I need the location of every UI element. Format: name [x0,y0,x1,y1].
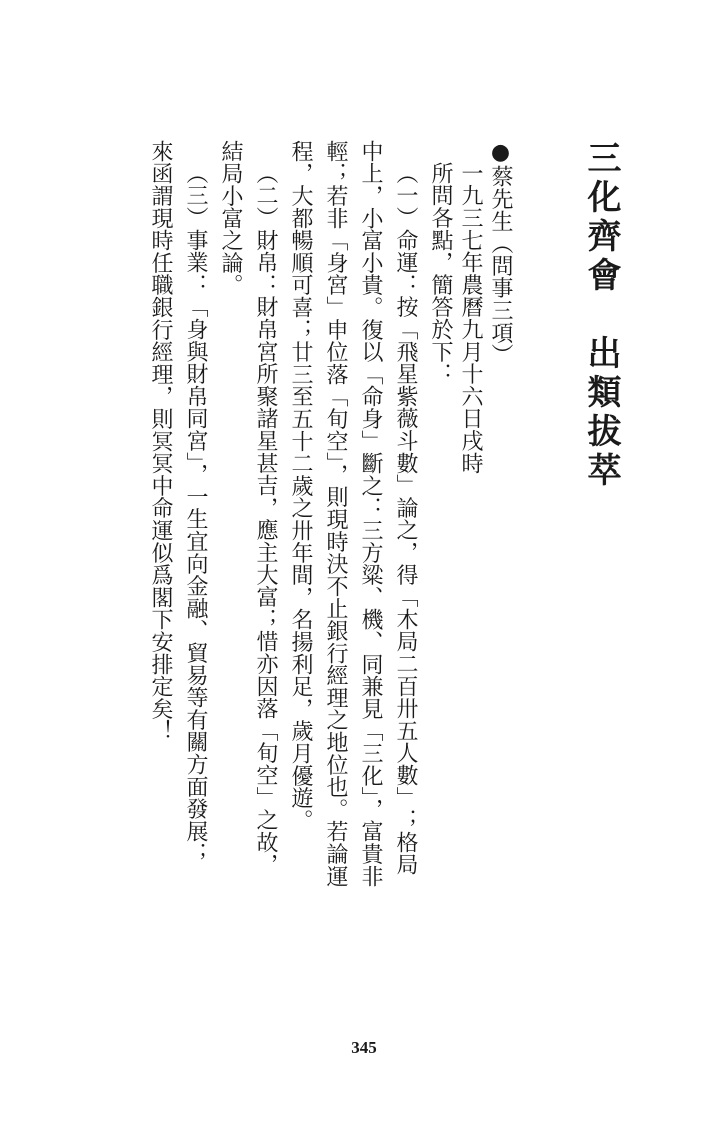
text-line-4: （一）命運：按「飛星紫薇斗數」論之，得「木局二百卅五人數」；格局 [393,162,418,876]
text-line-5: 中上，小富小貴。復以「命身」斷之：三方粱、機、同兼見「三化」，富貴非 [358,140,383,888]
text-line-1: ●蔡先生（問事三項） [488,140,513,366]
page-title: 三化齊會 出類拔萃 [581,140,621,491]
text-line-9: 結局小富之論。 [218,140,243,297]
text-line-2: 一九三七年農曆九月十六日戌時 [458,162,483,475]
text-line-11: 來函謂現時任職銀行經理，則冥冥中命運似爲閣下安排定矣！ [148,140,173,743]
text-line-3: 所問各點，簡答於下： [428,162,453,385]
text-line-8: （二）財帛：財帛宮所聚諸星甚吉，應主大富；惜亦因落「旬空」之故， [253,162,278,876]
text-line-6: 輕；若非「身宮」申位落「旬空」，則現時決不止銀行經理之地位也。若論運 [323,140,348,888]
page-number: 345 [351,1038,377,1057]
text-line-10: （三）事業：「身與財帛同宮」，一生宜向金融、貿易等有關方面發展； [183,162,208,865]
text-line-7: 程，大都暢順可喜；廿三至五十二歲之卅年間，名揚利足，歲月優遊。 [288,140,313,832]
